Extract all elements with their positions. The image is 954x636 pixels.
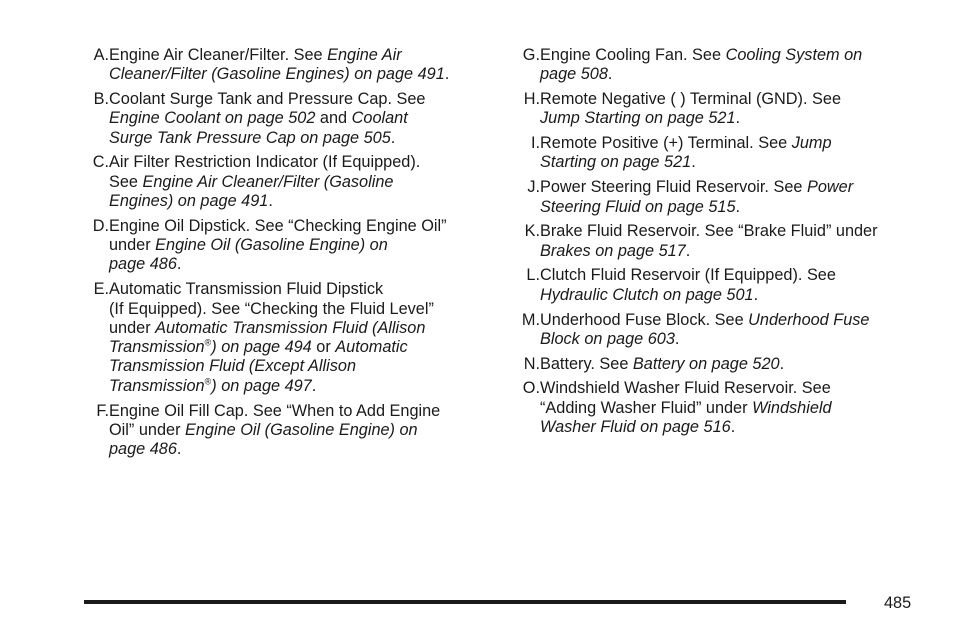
text-line	[109, 421, 485, 440]
reference-text: Windshield	[752, 398, 832, 417]
plain-text: Windshield Washer Fluid Reservoir. See	[540, 379, 831, 398]
text-line	[540, 222, 911, 241]
reference-text: ) on page 494	[211, 338, 312, 357]
item-text	[109, 153, 485, 211]
item-text	[109, 402, 485, 460]
text-line	[540, 330, 911, 349]
reference-text: Battery on page 520	[632, 354, 780, 373]
text-line	[540, 399, 911, 418]
list-item	[511, 355, 911, 374]
reference-text: Transmission Fluid (Except Allison	[109, 357, 357, 376]
reference-text: Engine Oil (Gasoline Engine) on	[155, 236, 388, 255]
plain-text: Engine Oil Dipstick. See “Checking Engine Oil”	[109, 216, 447, 235]
list-item	[511, 90, 911, 129]
reference-text: Brakes on page 517	[540, 241, 686, 260]
item-letter: D.	[92, 216, 109, 235]
list-item	[511, 178, 911, 217]
text-line	[540, 90, 911, 109]
right-column	[511, 46, 911, 443]
plain-text: .	[735, 109, 741, 128]
plain-text: .	[735, 197, 741, 216]
text-line	[540, 65, 911, 84]
reference-text: Power	[806, 178, 854, 197]
text-line	[109, 280, 485, 299]
item-text	[540, 134, 911, 173]
plain-text: under	[109, 236, 156, 255]
reference-text: Engine Air	[327, 46, 402, 64]
item-text	[540, 178, 911, 217]
reference-text: Jump	[791, 134, 832, 153]
text-line	[540, 134, 911, 153]
plain-text: Air Filter Restriction Indicator (If Equipped).	[109, 153, 421, 172]
reference-text: page 486	[109, 255, 177, 274]
list-item	[80, 46, 485, 85]
plain-text: .	[176, 440, 182, 459]
item-letter: A.	[93, 46, 109, 64]
text-line	[540, 46, 911, 65]
text-line	[540, 286, 911, 305]
reference-text: Transmission	[109, 376, 205, 395]
plain-text: .	[691, 153, 696, 172]
plain-text: .	[779, 354, 785, 373]
text-line	[540, 355, 911, 374]
text-line	[540, 311, 911, 330]
text-line	[109, 217, 485, 236]
plain-text: .	[444, 65, 450, 84]
list-item	[80, 90, 485, 148]
item-letter: N.	[523, 354, 540, 373]
plain-text: Underhood Fuse Block. See	[540, 310, 749, 329]
item-text	[540, 46, 911, 85]
plain-text: or	[311, 338, 336, 357]
text-line	[109, 338, 485, 357]
item-text	[540, 379, 911, 437]
plain-text: .	[390, 128, 396, 147]
text-line	[540, 198, 911, 217]
item-letter: L.	[526, 266, 540, 285]
text-line	[109, 255, 485, 274]
plain-text: and	[315, 109, 352, 128]
reference-text: Block on page 603	[540, 329, 675, 348]
plain-text: .	[176, 255, 182, 274]
list-item	[80, 280, 485, 396]
plain-text: See	[109, 172, 143, 191]
item-letter: F.	[96, 401, 109, 420]
item-text	[109, 280, 485, 396]
plain-text: Automatic Transmission Fluid Dipstick	[109, 280, 384, 299]
list-item	[511, 379, 911, 437]
reference-text: Washer Fluid on page 516	[540, 418, 731, 437]
text-line	[109, 402, 485, 421]
plain-text: .	[730, 418, 736, 437]
plain-text: Engine Cooling Fan. See	[540, 46, 726, 64]
item-letter: E.	[93, 280, 109, 299]
plain-text: Remote Positive (+) Terminal. See	[540, 134, 792, 153]
page-number: 485	[884, 594, 912, 612]
list-item	[511, 266, 911, 305]
reference-text: Automatic	[335, 338, 408, 357]
item-text	[540, 222, 911, 261]
reference-text: page 486	[109, 440, 177, 459]
plain-text: .	[311, 376, 317, 395]
text-line	[109, 46, 485, 65]
plain-text: “Adding Washer Fluid” under	[540, 398, 753, 417]
text-line	[109, 90, 485, 109]
plain-text: .	[753, 285, 759, 304]
plain-text: Oil” under	[109, 420, 186, 439]
reference-text: page 508	[540, 65, 608, 84]
text-line	[109, 300, 485, 319]
reference-text: Surge Tank Pressure Cap on page 505	[109, 128, 391, 147]
plain-text: Power Steering Fluid Reservoir. See	[540, 178, 807, 197]
registered-mark: ®	[204, 337, 212, 348]
item-text	[109, 217, 485, 275]
text-line	[540, 418, 911, 437]
text-line	[109, 377, 485, 396]
text-line	[109, 357, 485, 376]
list-item	[80, 402, 485, 460]
text-line	[109, 173, 485, 192]
list-item	[511, 46, 911, 85]
item-text	[540, 355, 911, 374]
reference-text: Jump Starting on page 521	[540, 109, 736, 128]
left-column	[80, 46, 485, 465]
text-line	[540, 153, 911, 172]
reference-text: Engine Air Cleaner/Filter (Gasoline	[142, 172, 394, 191]
text-line	[540, 242, 911, 261]
item-letter: H.	[523, 90, 540, 109]
text-line	[109, 129, 485, 148]
item-letter: O.	[522, 379, 540, 398]
reference-text: Hydraulic Clutch on page 501	[540, 285, 754, 304]
reference-text: Starting on page 521	[540, 153, 692, 172]
item-letter: J.	[527, 178, 540, 197]
text-line	[109, 319, 485, 338]
plain-text: Engine Air Cleaner/Filter. See	[109, 46, 328, 64]
reference-text: ) on page 497	[211, 376, 312, 395]
text-line	[109, 440, 485, 459]
text-line	[540, 266, 911, 285]
registered-mark: ®	[204, 376, 212, 387]
list-item	[511, 222, 911, 261]
item-letter: B.	[93, 90, 109, 109]
plain-text: .	[674, 329, 680, 348]
reference-text: Transmission	[109, 338, 205, 357]
item-text	[540, 266, 911, 305]
plain-text: Engine Oil Fill Cap. See “When to Add Engine	[109, 401, 441, 420]
footer-rule	[84, 600, 846, 604]
item-text	[540, 90, 911, 129]
text-line	[109, 236, 485, 255]
item-letter: I.	[530, 134, 540, 153]
text-line	[540, 109, 911, 128]
text-line	[109, 65, 485, 84]
item-letter: C.	[92, 153, 109, 172]
plain-text: Brake Fluid Reservoir. See “Brake Fluid” under	[540, 222, 878, 241]
text-line	[109, 109, 485, 128]
plain-text: Remote Negative ( ) Terminal (GND). See	[540, 90, 841, 109]
item-text	[540, 311, 911, 350]
list-item	[511, 311, 911, 350]
plain-text: .	[268, 192, 273, 211]
plain-text: Coolant Surge Tank and Pressure Cap. See	[109, 90, 426, 109]
reference-text: Engines) on page 491	[109, 192, 269, 211]
reference-text: Coolant	[351, 109, 408, 128]
text-line	[540, 178, 911, 197]
plain-text: (If Equipped). See “Checking the Fluid Level”	[109, 299, 434, 318]
plain-text: .	[607, 65, 613, 84]
reference-text: Cleaner/Filter (Gasoline Engines) on page 491	[109, 65, 445, 84]
item-letter: M.	[521, 310, 540, 329]
plain-text: under	[109, 318, 156, 337]
item-letter: K.	[524, 222, 540, 241]
reference-text: Automatic Transmission Fluid (Allison	[155, 318, 426, 337]
text-line	[109, 192, 485, 211]
reference-text: Underhood Fuse	[748, 310, 870, 329]
reference-text: Steering Fluid on page 515	[540, 197, 736, 216]
item-letter: G.	[522, 46, 540, 64]
plain-text: Clutch Fluid Reservoir (If Equipped). See	[540, 266, 836, 285]
plain-text: .	[685, 241, 691, 260]
item-text	[109, 90, 485, 148]
reference-text: Engine Oil (Gasoline Engine) on	[185, 420, 418, 439]
text-line	[109, 153, 485, 172]
text-line	[540, 379, 911, 398]
reference-text: Engine Coolant on page 502	[109, 109, 316, 128]
item-text	[109, 46, 485, 85]
plain-text: Battery. See	[540, 354, 633, 373]
list-item	[80, 217, 485, 275]
reference-text: Cooling System on	[725, 46, 863, 64]
list-item	[80, 153, 485, 211]
list-item	[511, 134, 911, 173]
